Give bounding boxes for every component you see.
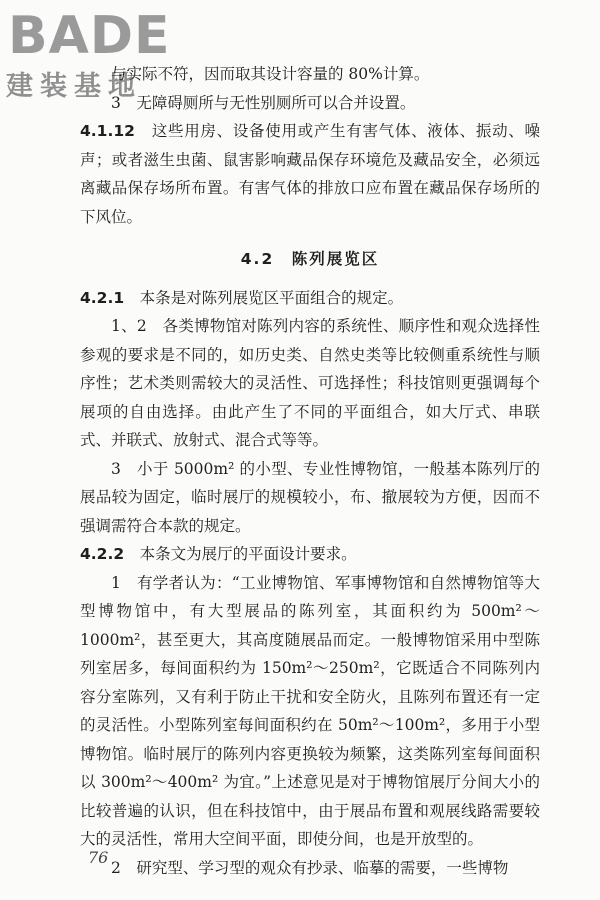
paragraph-text: 与实际不符，因而取其设计容量的 80%计算。 xyxy=(111,65,430,83)
paragraph-item-3b xyxy=(80,455,540,541)
paragraph-continuation xyxy=(80,60,540,89)
page-content xyxy=(80,60,540,882)
clause-number: 4.2.1 xyxy=(80,288,125,307)
paragraph-item-2 xyxy=(80,854,540,883)
paragraph-text: 3 无障碍厕所与无性别厕所可以合并设置。 xyxy=(111,93,416,112)
paragraph-text: 3 小于 5000m² 的小型、专业性博物馆，一般基本陈列厅的展品较为固定，临时展厅的规模较小，布、撤展较为方便，因而不强调需符合本款的规定。 xyxy=(80,459,540,535)
section-title: 4.2 陈列展览区 xyxy=(240,250,380,268)
paragraph-item-1 xyxy=(80,569,540,854)
page-number: 76 xyxy=(88,848,109,867)
clause-text: 这些用房、设备使用或产生有害气体、液体、振动、噪声；或者滋生虫菌、鼠害影响藏品保存环境危及藏品安全，必须远离藏品保存场所布置。有害气体的排放口应布置在藏品保存场所的下风位。 xyxy=(80,122,540,226)
clause-4-2-1 xyxy=(80,284,540,313)
paragraph-item-1-2 xyxy=(80,312,540,455)
paragraph-item-3 xyxy=(80,89,540,118)
paragraph-text: 2 研究型、学习型的观众有抄录、临摹的需要，一些博物 xyxy=(111,858,509,877)
logo-subtitle: 建装基地 xyxy=(6,71,142,102)
clause-text: 本条文为展厅的平面设计要求。 xyxy=(124,545,357,563)
logo-wordmark: BADE xyxy=(8,6,171,66)
clause-4-2-2 xyxy=(80,540,540,569)
clause-number: 4.1.12 xyxy=(80,122,135,140)
clause-4-1-12 xyxy=(80,117,540,231)
clause-number: 4.2.2 xyxy=(80,545,125,563)
paragraph-text: 1、2 各类博物馆对陈列内容的系统性、顺序性和观众选择性参观的要求是不同的，如历史类、自然史类等比较侧重系统性与顺序性；艺术类则需较大的灵活性、可选择性；科技馆则更强调每个展项的自由选择。由此产生了不同的平面组合，如大厅式、串联式、并联式、放射式、混合式等等。 xyxy=(80,317,540,449)
paragraph-text: 1 有学者认为：“工业博物馆、军事博物馆和自然博物馆等大型博物馆中，有大型展品的陈列室，其面积约为 500m²～1000m²，甚至更大，其高度随展品而定。一般博物馆采用中型陈列室居多，每间面积约为 150m²～250m²，它既适合不同陈列内容分室陈列，又有利于防止干扰和安全防火，且陈列布置还有一定的灵活性。小型陈列室每间面积约在 50m²～100m²，多用于小型博物馆。临时展厅的陈列内容更换较为频繁，这类陈列室每间面积以 300m²～400m² 为宜。”上述意见是对于博物馆展厅分间大小的比较普遍的认识，但在科技馆中，由于展品布置和观展线路需要较大的灵活性，常用大空间平面，即使分间，也是开放型的。 xyxy=(80,573,540,848)
clause-text: 本条是对陈列展览区平面组合的规定。 xyxy=(124,288,404,307)
